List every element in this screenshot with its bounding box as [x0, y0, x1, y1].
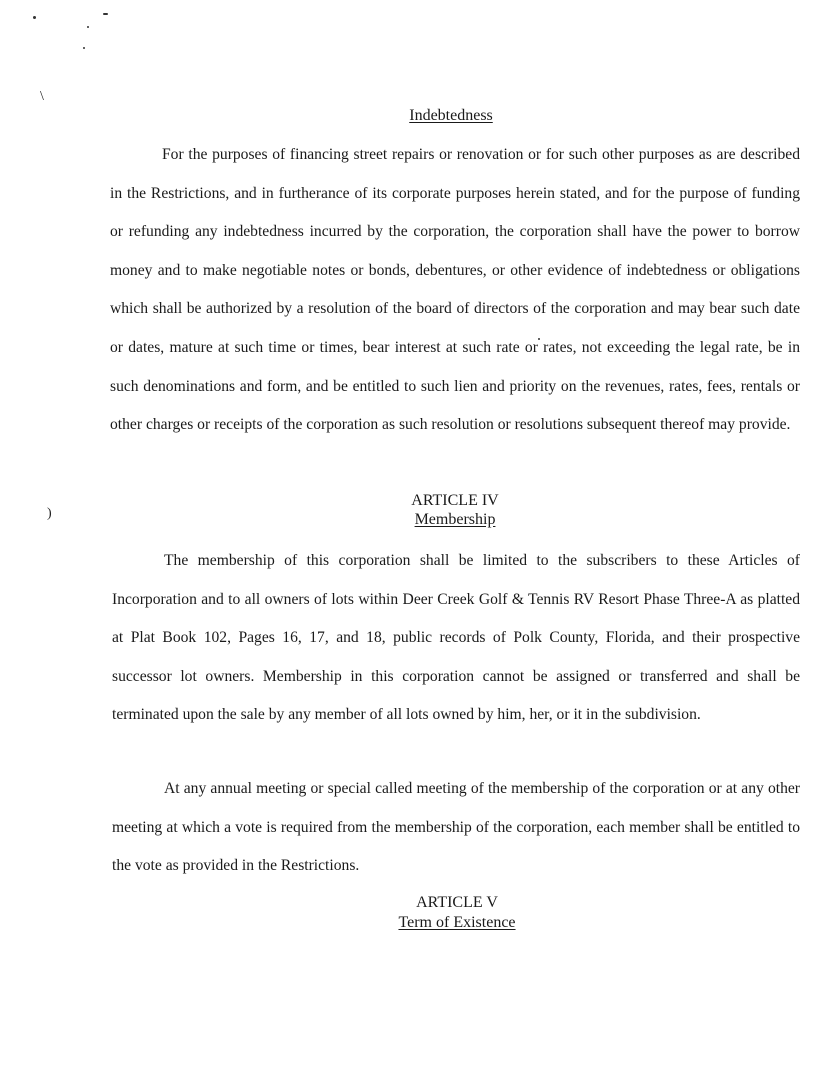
scan-mark: \ [40, 89, 44, 104]
membership-paragraph-2 [112, 770, 800, 886]
scan-speck [33, 16, 36, 19]
article-iv-number: ARTICLE IV [411, 492, 499, 509]
scan-speck [87, 26, 89, 28]
article-v-number: ARTICLE V [416, 894, 498, 911]
scan-speck [83, 47, 85, 49]
membership-paragraph-2-text: At any annual meeting or special called meeting of the membership of the corporation or at any other meeting at which a vote is required from the membership of the corporation, each member shall be entitled to the vote as provided in the Restrictions. [112, 780, 800, 875]
membership-paragraph-1-text: The membership of this corporation shall be limited to the subscribers to these Articles of Incorporation and to all owners of lots within Deer Creek Golf & Tennis RV Resort Phase Three-A as platted at Plat Book 102, Pages 16, 17, and 18, public records of Polk County, Florida, and their prospective successor lot owners. Membership in this corporation cannot be assigned or transferred and shall be terminated upon the sale by any member of all lots owned by him, her, or it in the subdivision. [112, 552, 800, 724]
indebtedness-paragraph [110, 136, 800, 445]
scan-mark: ) [47, 506, 52, 521]
section-heading-indebtedness: Indebtedness [409, 107, 493, 124]
article-iv-title: Membership [414, 511, 496, 528]
article-v-title: Term of Existence [398, 914, 516, 931]
indebtedness-paragraph-text: For the purposes of financing street repairs or renovation or for such other purposes as are described in the Restrictions, and in furtherance of its corporate purposes herein stated, and for the purpose of funding or refunding any indebtedness incurred by the corporation, the corporation shall have the power to borrow money and to make negotiable notes or bonds, debentures, or other evidence of indebtedness or obligations which shall be authorized by a resolution of the board of directors of the corporation and may bear such date or dates, mature at such time or times, bear interest at such rate or rates, not exceeding the legal rate, be in such denominations and form, and be entitled to such lien and priority on the revenues, rates, fees, rentals or other charges or receipts of the corporation as such resolution or resolutions subsequent thereof may provide. [110, 146, 800, 434]
membership-paragraph-1 [112, 542, 800, 735]
scan-speck [103, 13, 108, 15]
